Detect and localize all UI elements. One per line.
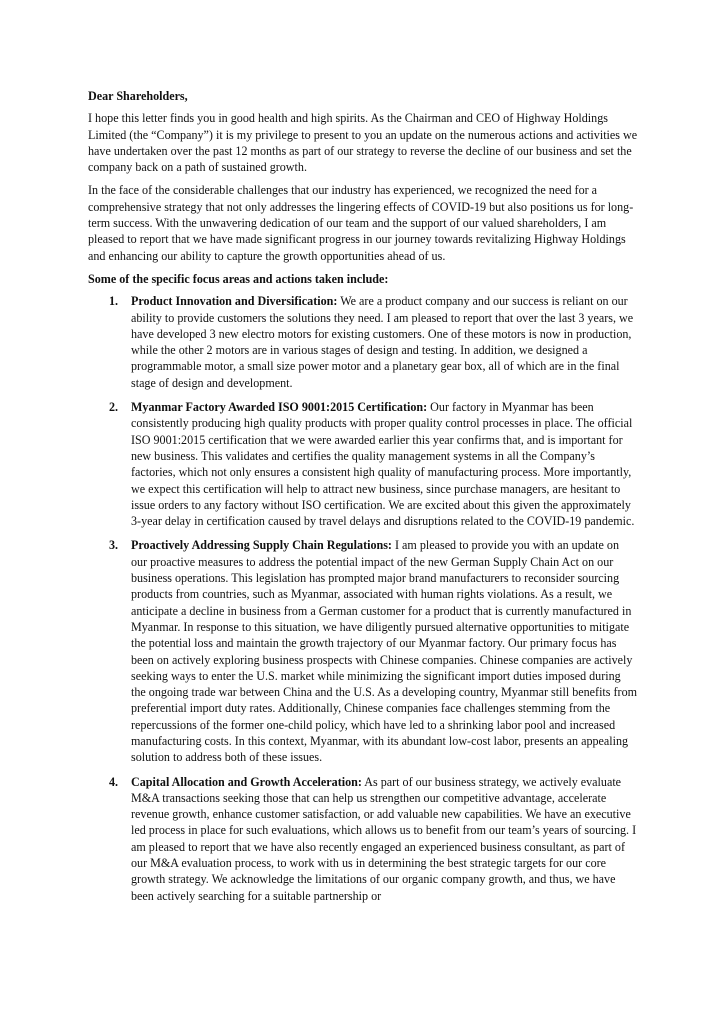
list-number: 3.: [109, 538, 119, 553]
focus-item-text: As part of our business strategy, we actively evaluate M&A transactions seeking those that can help us strengthen our competitive advantage, accelerate revenue growth, enhance customer satisfaction, or add valuable new capabilities. We have an executive led process in place for such evaluations, which allows us to benefit from our team’s years of sourcing. I am pleased to report that we have also recently engaged an experienced business consultant, as part of our M&A evaluation process, to work with us in determining the best strategic targets for our core growth strategy. We acknowledge the limitations of our organic company growth, and thus, we have been actively searching for a suitable partnership or: [131, 774, 637, 903]
focus-item-text: I am pleased to provide you with an update on our proactive measures to address the potential impact of the new German Supply Chain Act on our business operations. This legislation has prompted major brand manufacturers to reconsider sourcing products from countries, such as Myanmar, associated with human rights violations. As a result, we anticipate a decline in business from a German customer for a product that is currently manufactured in Myanmar. In response to this situation, we have diligently pursued alternative opportunities to mitigate the potential loss and maintain the growth trajectory of our Myanmar factory. Our primary focus has been on actively exploring business prospects with Chinese companies. Chinese companies are actively seeking ways to enter the U.S. market while minimizing the significant import duties imposed during the ongoing trade war between China and the U.S. As a developing country, Myanmar still benefits from preferential import duty rates. Additionally, Chinese companies face challenges stemming from the repercussions of the former one-child policy, which have led to a shrinking labor pool and increased manufacturing costs. In this context, Myanmar, with its abundant low-cost labor, presents an appealing solution to address both of these issues.: [131, 538, 638, 765]
focus-item-title: Capital Allocation and Growth Acceleration:: [131, 774, 362, 789]
focus-item-title: Product Innovation and Diversification:: [131, 294, 338, 309]
list-number: 2.: [109, 400, 119, 415]
focus-item-product-innovation: [88, 293, 638, 391]
focus-item-title: Myanmar Factory Awarded ISO 9001:2015 Certification:: [131, 400, 428, 415]
focus-item-text: We are a product company and our success is reliant on our ability to provide customers the solutions they need. I am pleased to report that over the last 3 years, we have developed 3 new electro motors for existing customers. One of these motors is now in production, while the other 2 motors are in various stages of design and testing. In addition, we designed a programmable motor, a small size power motor and a planetary gear box, all of which are in the final stage of design and development.: [131, 294, 634, 390]
list-number: 4.: [109, 774, 119, 789]
intro-paragraph-2: In the face of the considerable challenges that our industry has experienced, we recognized the need for a comprehensive strategy that not only addresses the lingering effects of COVID-19 but also positions us for long-term success. With the unwavering dedication of our team and the support of our valued shareholders, I am pleased to report that we have made significant progress in our journey towards revitalizing Highway Holdings and enhancing our ability to capture the growth opportunities ahead of us.: [88, 183, 634, 263]
salutation: Dear Shareholders,: [88, 89, 188, 103]
focus-item-title: Proactively Addressing Supply Chain Regulations:: [131, 538, 392, 553]
focus-item-text: Our factory in Myanmar has been consistently producing high quality products with proper quality control processes in place. The official ISO 9001:2015 certification that we were awarded earlier this year confirms that, and is important for new business. This validates and certifies the quality management systems in all the Company’s factories, which not only ensures a consistent high quality of manufacturing process. More importantly, we expect this certification will help to attract new business, since purchase managers, are hesitant to issue orders to any factory without ISO certification. We are excited about this given the approximately 3-year delay in certification caused by travel delays and disruptions related to the COVID-19 pandemic.: [131, 400, 635, 529]
focus-item-capital-allocation: [88, 774, 638, 904]
focus-item-iso-certification: [88, 399, 638, 529]
letter-body: [88, 88, 638, 912]
focus-areas-heading: Some of the specific focus areas and actions taken include:: [88, 271, 389, 286]
focus-item-supply-chain: [88, 537, 638, 765]
intro-paragraph-1: I hope this letter finds you in good health and high spirits. As the Chairman and CEO of Highway Holdings Limited (the “Company”) it is my privilege to present to you an update on the numerous actions and activities we have undertaken over the past 12 months as part of our strategy to reverse the decline of our business and set the company back on a path of sustained growth.: [88, 111, 638, 175]
focus-areas-list: [88, 293, 638, 904]
list-number: 1.: [109, 294, 119, 309]
